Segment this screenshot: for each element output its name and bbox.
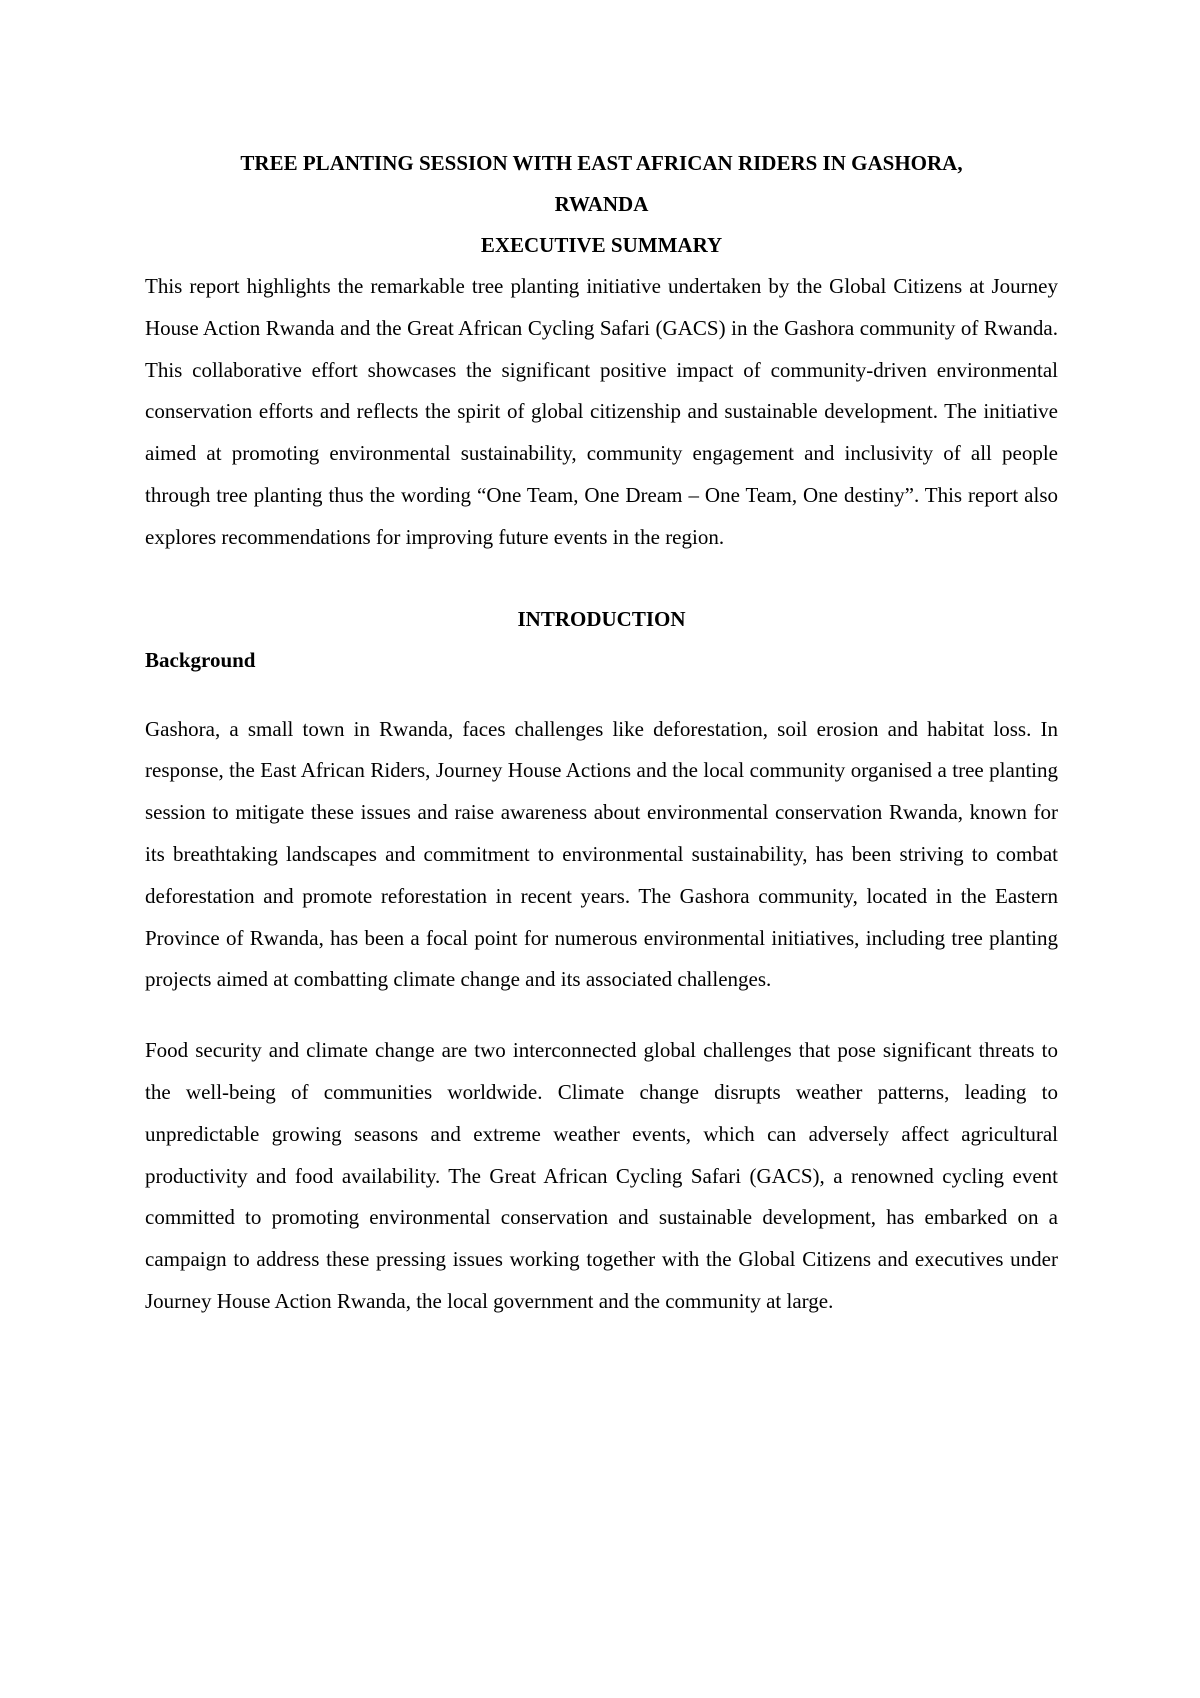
background-paragraph-1: Gashora, a small town in Rwanda, faces challenges like deforestation, soil erosion and habitat loss. In response, the East African Riders, Journey House Actions and the local community organised a tree planting session to mitigate these issues and raise awareness about environmental conservation Rwanda, known for its breathtaking landscapes and commitment to environmental sustainability, has been striving to combat deforestation and promote reforestation in recent years. The Gashora community, located in the Eastern Province of Rwanda, has been a focal point for numerous environmental initiatives, including tree planting projects aimed at combatting climate change and its associated challenges. — [145, 716, 1058, 992]
introduction-heading: INTRODUCTION — [517, 606, 686, 631]
executive-summary-heading: EXECUTIVE SUMMARY — [480, 233, 723, 257]
section-spacer — [145, 559, 1058, 599]
subheading-spacer — [145, 681, 1058, 709]
executive-summary-paragraph: This report highlights the remarkable tree planting initiative undertaken by the Global Citizens at Journey House Action Rwanda and the Great African Cycling Safari (GACS) in the Gashora community of Rwanda. This collaborative effort showcases the significant positive impact of community-driven environmental conservation efforts and reflects the spirit of global citizenship and sustainable development. The initiative aimed at promoting environmental sustainability, community engagement and inclusivity of all people through tree planting thus the wording “One Team, One Dream – One Team, One destiny”. This report also explores recommendations for improving future events in the region. — [145, 274, 1058, 549]
background-subheading: Background — [145, 647, 256, 672]
document-content — [145, 143, 1058, 1323]
background-paragraph-2: Food security and climate change are two interconnected global challenges that pose significant threats to the well-being of communities worldwide. Climate change disrupts weather patterns, leading to unpredictable growing seasons and extreme weather events, which can adversely affect agricultural productivity and food availability. The Great African Cycling Safari (GACS), a renowned cycling event committed to promoting environmental conservation and sustainable development, has embarked on a campaign to address these pressing issues working together with the Global Citizens and executives under Journey House Action Rwanda, the local government and the community at large. — [145, 1038, 1058, 1313]
document-title-line-1: TREE PLANTING SESSION WITH EAST AFRICAN RIDERS IN GASHORA, — [240, 151, 963, 175]
paragraph-spacer — [145, 1001, 1058, 1030]
document-title-line-2: RWANDA — [554, 192, 649, 216]
